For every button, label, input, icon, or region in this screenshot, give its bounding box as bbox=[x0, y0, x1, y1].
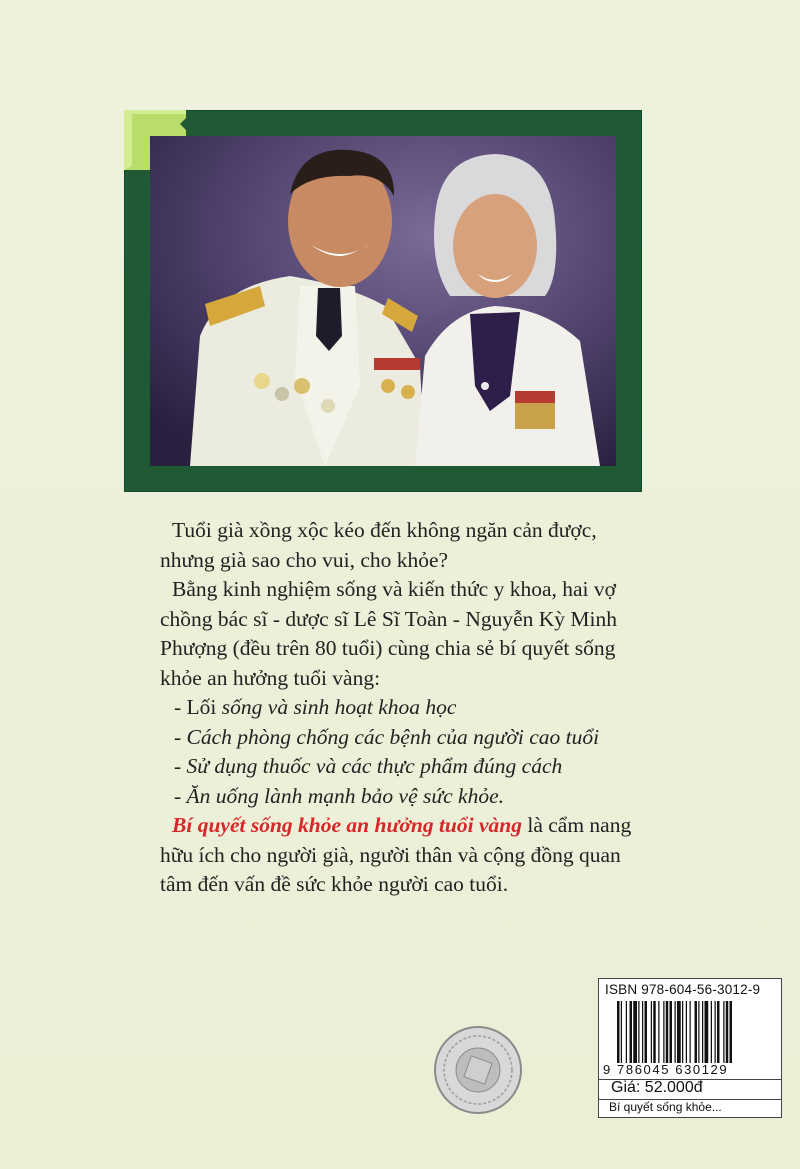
short-title: Bí quyết sống khỏe... bbox=[609, 1100, 722, 1114]
blurb bbox=[160, 516, 640, 900]
closing-text: là cẩm nang hữu ích cho người già, người thân và cộng đồng quan tâm đến vấn đề sức khỏe người cao tuổi. bbox=[160, 813, 632, 896]
blurb-bullet-2 bbox=[160, 723, 640, 753]
barcode-digits: 9 786045 630129 bbox=[603, 1062, 729, 1077]
isbn-number: ISBN 978-604-56-3012-9 bbox=[605, 982, 761, 997]
bullet-prefix: - bbox=[174, 754, 187, 778]
bullet-text: Cách phòng chống các bệnh của người cao tuổi bbox=[186, 724, 600, 749]
blurb-bullet-4 bbox=[160, 782, 640, 812]
blurb-bullet-1 bbox=[160, 693, 640, 723]
couple-photo bbox=[150, 136, 616, 466]
bullet-text: Ăn uống lành mạnh bảo vệ sức khỏe. bbox=[186, 783, 504, 808]
price-label: Giá: 52.000đ bbox=[611, 1079, 703, 1096]
bullet-prefix: - bbox=[174, 783, 187, 808]
blurb-bullet-3 bbox=[160, 752, 640, 782]
bullet-text: sống và sinh hoạt khoa học bbox=[221, 695, 457, 719]
book-title-highlight: Bí quyết sống khỏe an hưởng tuổi vàng bbox=[172, 813, 522, 837]
publisher-stamp-icon bbox=[433, 1025, 523, 1115]
bullet-prefix: - Lối bbox=[174, 695, 222, 719]
blurb-closing bbox=[160, 811, 640, 900]
bullet-prefix: - bbox=[174, 724, 187, 749]
barcode-icon bbox=[617, 1001, 773, 1063]
blurb-paragraph-2: Bằng kinh nghiệm sống và kiến thức y khoa, hai vợ chồng bác sĩ - dược sĩ Lê Sĩ Toàn - Nguyễn Kỳ Minh Phượng (đều trên 80 tuổi) cùng chia sẻ bí quyết sống khỏe an hưởng tuổi vàng: bbox=[160, 577, 618, 690]
blurb-paragraph-1: Tuổi già xồng xộc kéo đến không ngăn cản được, nhưng già sao cho vui, cho khỏe? bbox=[160, 518, 597, 572]
bullet-text: Sử dụng thuốc và các thực phẩm đúng cách bbox=[186, 754, 563, 778]
isbn-barcode-block bbox=[598, 978, 782, 1118]
